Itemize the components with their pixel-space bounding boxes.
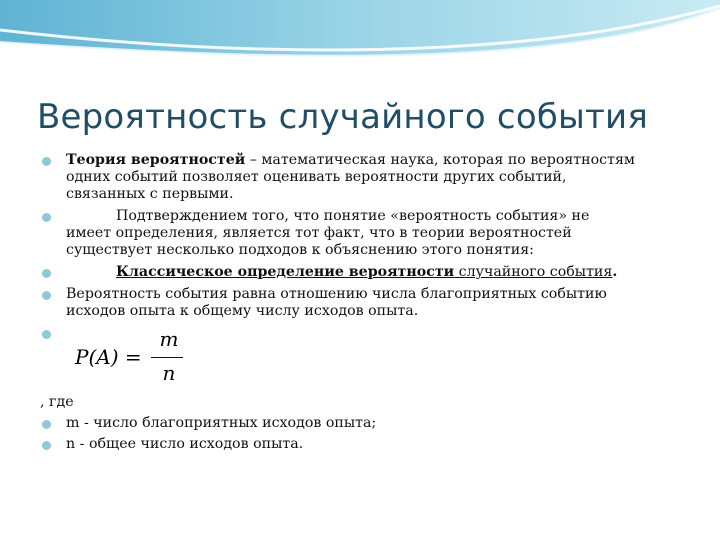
bullet-icon (42, 213, 51, 222)
formula-denominator: n (162, 361, 176, 385)
probability-formula (75, 327, 185, 389)
bullet-icon (42, 269, 51, 278)
text-line: m - число благоприятных исходов опыта; (66, 415, 377, 431)
text-line: одних событий позволяет оценивать вероятности других событий, (66, 169, 567, 185)
text-line: n - общее число исходов опыта. (66, 436, 304, 452)
list-item (40, 208, 700, 259)
content-body (40, 152, 700, 342)
text-span: – математическая наука, которая по вероятностям (245, 152, 635, 168)
list-item (40, 436, 700, 453)
text-line: существует несколько подходов к объяснению этого понятия: (66, 242, 534, 258)
text-span: . (612, 264, 618, 280)
bullet-icon (42, 330, 51, 339)
list-item (40, 152, 700, 203)
text-line: исходов опыта к общему числу исходов опыта. (66, 303, 419, 319)
text-line: Вероятность события равна отношению числа благоприятных событию (66, 286, 607, 302)
text-line: связанных с первыми. (66, 186, 234, 202)
fraction-bar (151, 357, 183, 358)
list-item (40, 286, 700, 320)
bullet-icon (42, 291, 51, 300)
formula-lhs: P(A) = (75, 345, 142, 369)
where-label: , где (40, 394, 74, 410)
formula-numerator: m (159, 327, 179, 351)
underlined-heading: Классическое определение вероятности (116, 264, 455, 280)
list-item (40, 415, 700, 432)
text-span: случайного события (454, 264, 613, 280)
text-line: имеет определения, является тот факт, что в теории вероятностей (66, 225, 572, 241)
decorative-wave-header (0, 0, 720, 80)
bullet-icon (42, 441, 51, 450)
page-title: Вероятность случайного события (37, 97, 648, 137)
bullet-icon (42, 420, 51, 429)
list-item (40, 264, 700, 281)
text-line: Подтверждением того, что понятие «вероятность события» не (116, 208, 590, 224)
bullet-icon (42, 157, 51, 166)
definitions-list (40, 415, 700, 457)
term-bold: Теория вероятностей (66, 152, 246, 168)
